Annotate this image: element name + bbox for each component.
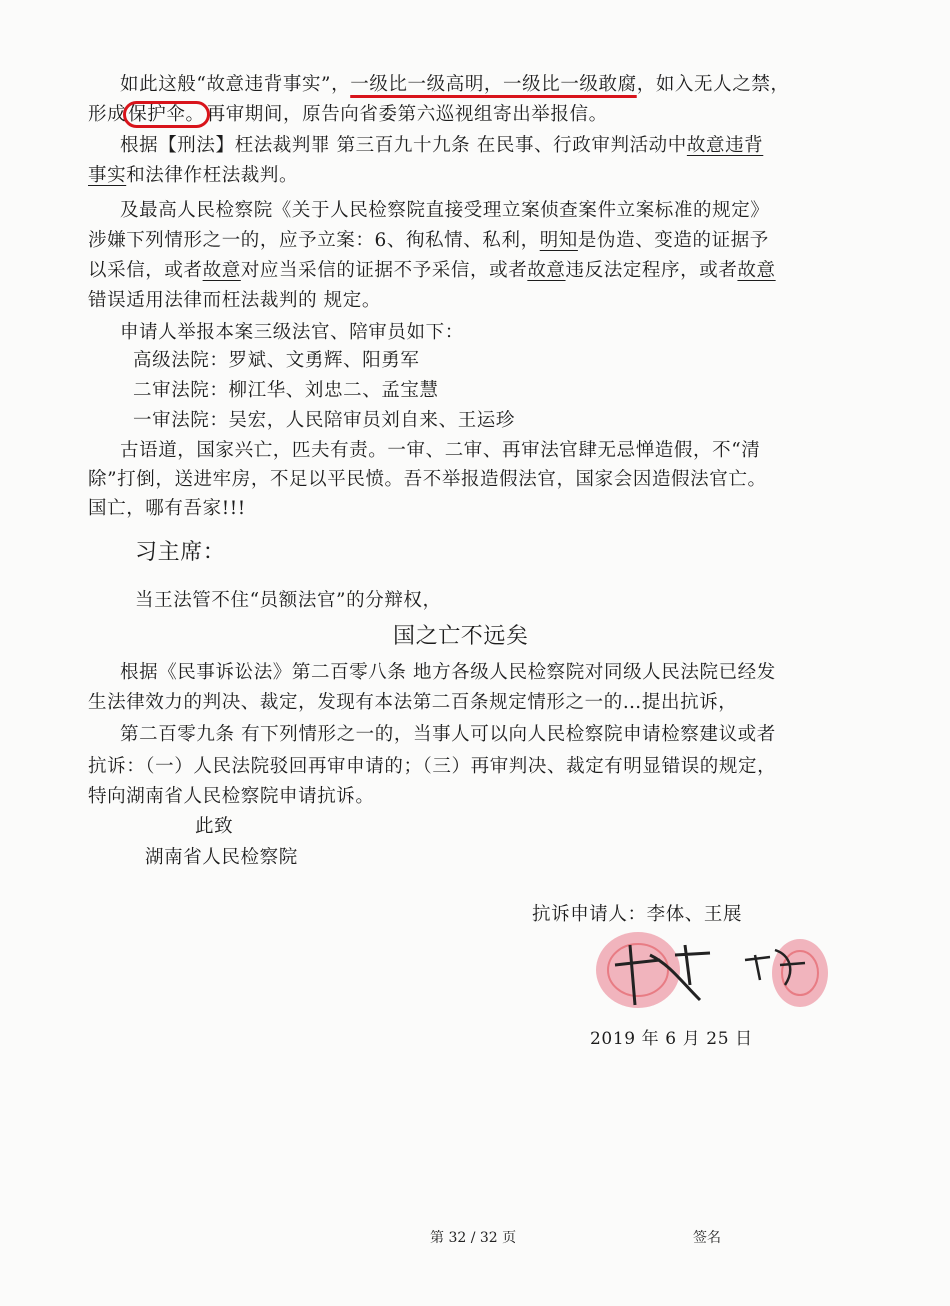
text: 根据【刑法】枉法裁判罪 第三百九十九条 在民事、行政审判活动中	[120, 135, 687, 156]
para6-heading: 国之亡不远矣	[393, 624, 529, 649]
text: 以采信，或者	[88, 260, 203, 281]
para5: 当王法管不住“员额法官”的分辩权，	[135, 590, 442, 611]
text: 涉嫌下列情形之一的，应予立案：6、徇私情、私利，	[88, 230, 540, 251]
closing-cizhi: 此致	[195, 816, 234, 837]
para8-line1: 第二百零九条 有下列情形之一的，当事人可以向人民检察院申请检察建议或者	[120, 724, 776, 745]
address-line: 习主席：	[135, 540, 226, 565]
signature-fingerprint-image	[590, 925, 830, 1020]
text: 违反法定程序，或者	[565, 260, 738, 281]
closing-recipient: 湖南省人民检察院	[145, 847, 298, 868]
text: 是伪造、变造的证据予	[577, 230, 769, 251]
underlined-text: 故意	[202, 260, 241, 281]
underlined-text: 明知	[539, 230, 578, 251]
para2-line1	[120, 131, 882, 161]
judges-intro: 申请人举报本案三级法官、陪审员如下：	[120, 322, 464, 343]
para2-line2	[88, 161, 850, 191]
para4-line3: 国亡，哪有吾家!!!	[88, 498, 246, 519]
para4-line1: 古语道，国家兴亡，匹夫有责。一审、二审、再审法官肆无忌惮造假，不“清	[120, 440, 761, 461]
text: 对应当采信的证据不予采信，或者	[240, 260, 528, 281]
judges-high-court: 高级法院：罗斌、文勇辉、阳勇军	[133, 350, 420, 371]
para1-line1	[120, 70, 882, 100]
red-circled-text: 保护伞。	[128, 104, 205, 125]
para4-line2: 除”打倒，送进牢房，不足以平民愤。吾不举报造假法官，国家会因造假法官亡。	[88, 469, 767, 490]
page-number: 第 32 / 32 页	[430, 1230, 517, 1246]
text: 形成	[88, 104, 127, 125]
applicant-line: 抗诉申请人：李体、王展	[532, 904, 743, 925]
underlined-text: 故意	[527, 260, 566, 281]
para7-line2: 生法律效力的判决、裁定，发现有本法第二百条规定情形之一的…提出抗诉，	[88, 692, 738, 713]
text: 如此这般“故意违背事实”，	[120, 74, 351, 95]
para8-line3: 特向湖南省人民检察院申请抗诉。	[88, 786, 375, 807]
sign-label: 签名	[693, 1230, 721, 1246]
date-line: 2019 年 6 月 25 日	[590, 1029, 753, 1049]
para3-line3	[88, 256, 850, 286]
text: 和法律作枉法裁判。	[126, 165, 299, 186]
para8-line2: 抗诉：（一）人民法院驳回再审申请的；（三）再审判决、裁定有明显错误的规定，	[88, 756, 777, 777]
para7-line1: 根据《民事诉讼法》第二百零八条 地方各级人民检察院对同级人民法院已经发	[120, 662, 776, 683]
underlined-text: 故意违背	[686, 135, 764, 156]
judges-second-court: 二审法院：柳江华、刘忠二、孟宝慧	[133, 380, 439, 401]
underlined-text: 事实	[88, 165, 127, 186]
text: ，如入无人之禁，	[636, 74, 790, 95]
para1-line2	[88, 100, 850, 130]
fingerprint-right-icon	[772, 939, 828, 1007]
para3-line2	[88, 226, 850, 256]
para3-line4: 错误适用法律而枉法裁判的 规定。	[88, 290, 381, 311]
red-underlined-text: 一级比一级高明，一级比一级敢腐	[350, 74, 637, 95]
underlined-text: 故意	[737, 260, 776, 281]
text: 再审期间，原告向省委第六巡视组寄出举报信。	[206, 104, 608, 125]
para3-line1: 及最高人民检察院《关于人民检察院直接受理立案侦查案件立案标准的规定》	[120, 200, 770, 221]
judges-first-court: 一审法院：吴宏，人民陪审员刘自来、王运珍	[133, 410, 516, 431]
